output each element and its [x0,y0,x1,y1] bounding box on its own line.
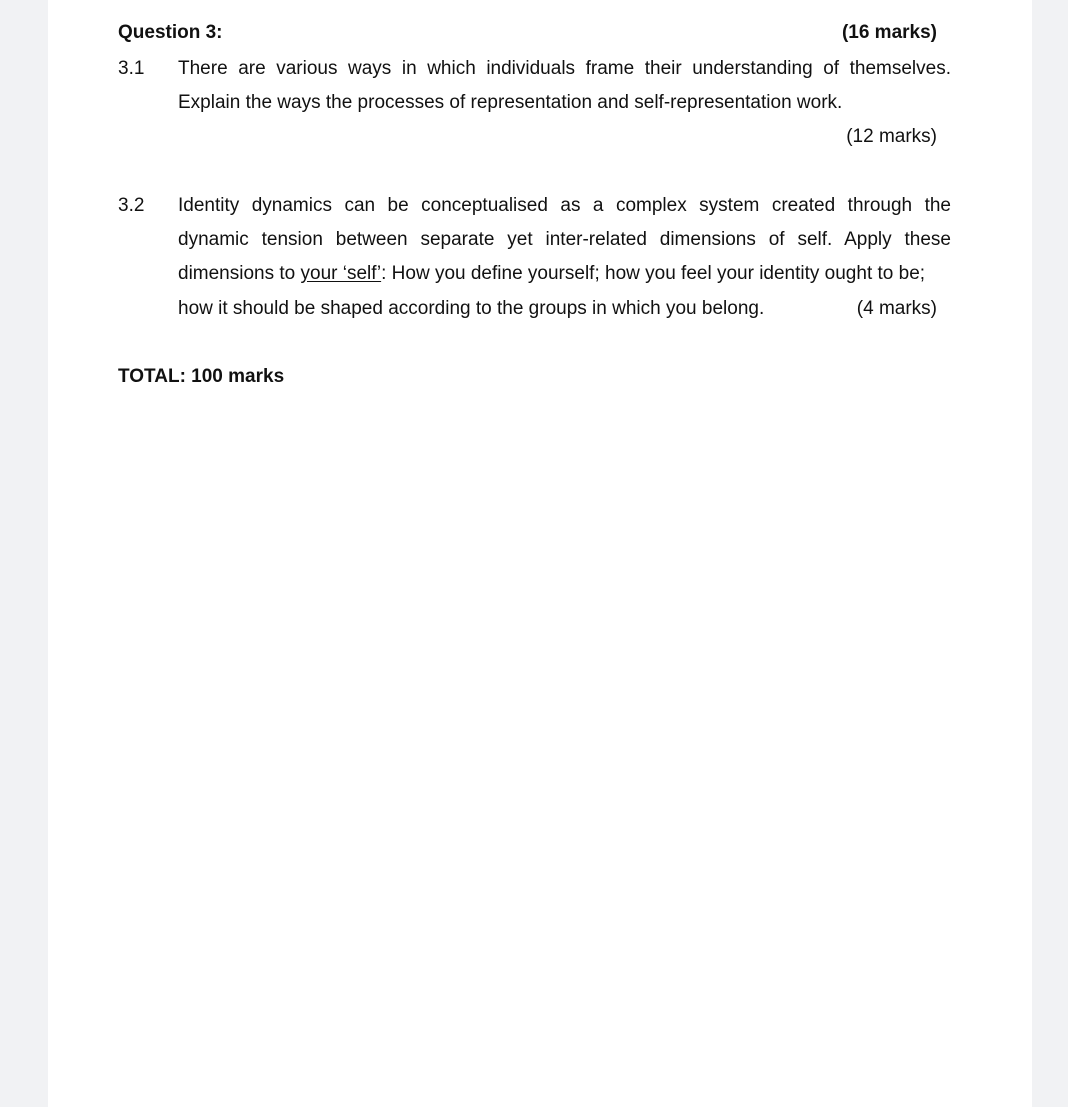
q31-line-2: Explain the ways the processes of representation and self-representation work. [178,92,843,113]
q32-marks: (4 marks) [856,298,937,319]
q32-line-2: dynamic tension between separate yet inter-related dimensions of self. Apply these [178,229,951,250]
q32-line-3-prefix: dimensions to [178,263,301,284]
q32-line-3-suffix: : How you define yourself; how you feel your identity ought to be; [381,263,926,284]
q32-line-3 [178,263,925,285]
total-marks-label: TOTAL: 100 marks [118,366,285,387]
q32-line-1: Identity dynamics can be conceptualised as a complex system created through the [178,195,951,216]
question-title: Question 3: [118,22,223,43]
q32-number: 3.2 [118,195,145,216]
q31-marks: (12 marks) [846,126,937,147]
question-total-marks: (16 marks) [841,22,937,43]
q31-number: 3.1 [118,58,145,79]
document-page [48,0,1032,1107]
q32-underlined-self: your ‘self’ [300,263,382,284]
q32-line-4: how it should be shaped according to the groups in which you belong. [178,298,765,319]
q31-line-1: There are various ways in which individuals frame their understanding of themselves. [178,58,951,79]
